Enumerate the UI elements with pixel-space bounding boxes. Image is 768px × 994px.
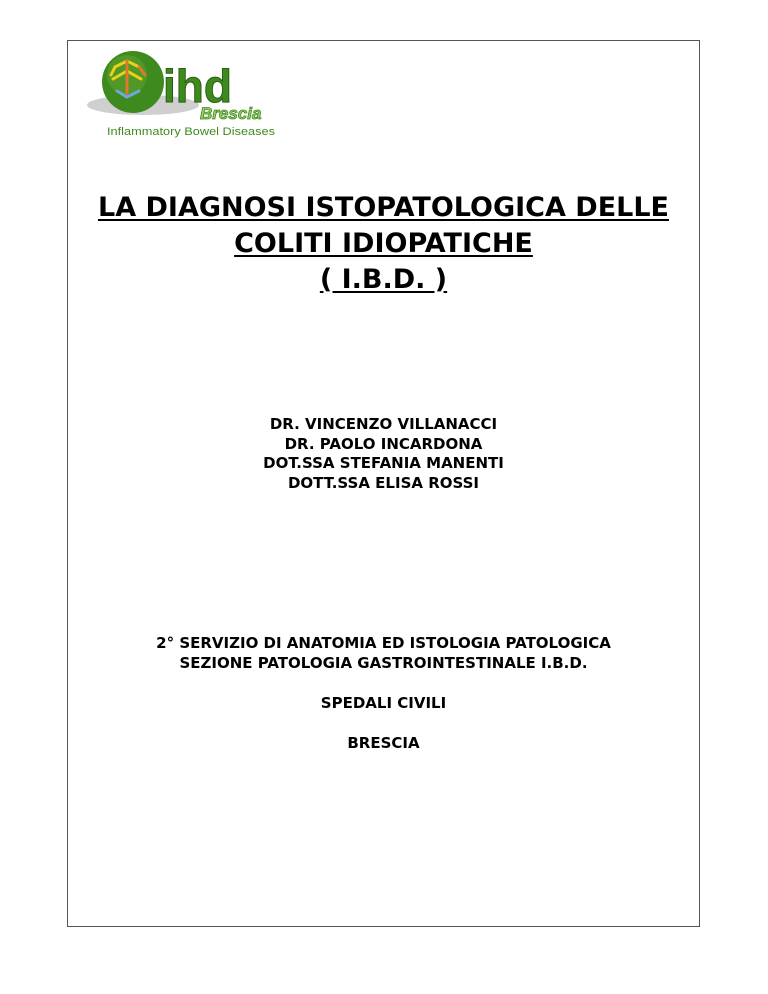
document-title [67,190,700,298]
ihd-brescia-logo [83,47,283,142]
hospital-name: SPEDALI CIVILI [320,694,447,712]
logo-wordmark: ihd [163,60,232,112]
city-name: BRESCIA [347,734,420,752]
authors-list [67,415,700,493]
author-name: DOTT.SSA ELISA ROSSI [287,473,480,492]
author-name: DOT.SSA STEFANIA MANENTI [263,454,504,472]
title-line-3: ( I.B.D. ) [319,264,448,295]
logo-tagline: Inflammatory Bowel Diseases [107,126,276,138]
title-line-2: COLITI IDIOPATICHE [234,228,533,259]
author-name: DR. PAOLO INCARDONA [284,434,483,453]
institution-line-1: 2° SERVIZIO DI ANATOMIA ED ISTOLOGIA PATOLOGICA [156,634,611,652]
institution-line-2: SEZIONE PATOLOGIA GASTROINTESTINALE I.B.D. [179,653,588,672]
title-line-1: LA DIAGNOSI ISTOPATOLOGICA DELLE [97,192,670,223]
logo-city: Brescia [200,104,262,123]
author-name: DR. VINCENZO VILLANACCI [269,415,498,433]
institution-block [67,634,700,673]
